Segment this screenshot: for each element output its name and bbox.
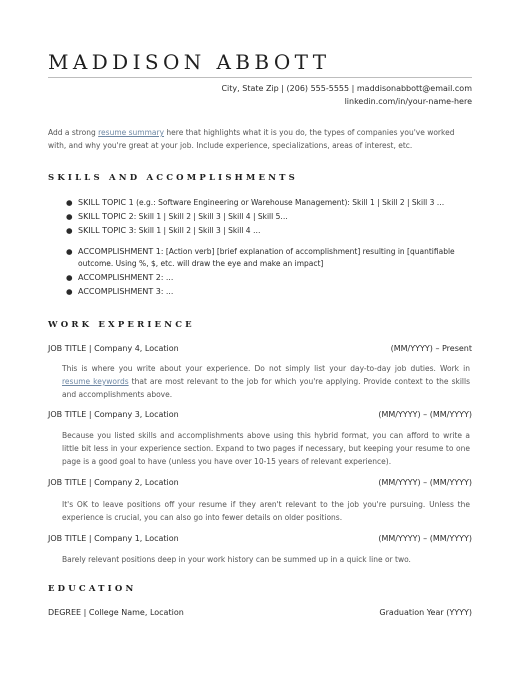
bullet-icon: ● [66,226,73,235]
graduation-year: Graduation Year (YYYY) [379,608,472,617]
job-dates: (MM/YYYY) – (MM/YYYY) [378,534,472,543]
contact-line-2: linkedin.com/in/your-name-here [344,97,472,106]
education-heading: EDUCATION [48,584,137,594]
job-header [48,478,472,487]
resume-keywords-link[interactable]: resume keywords [62,377,129,386]
skill-text: (e.g.: Software Engineering or Warehouse Management): Skill 1 | Skill 2 | Skill 3 … [133,198,445,207]
resume-summary-link[interactable]: resume summary [98,128,165,137]
skill-label: SKILL TOPIC 1 [78,198,134,207]
summary-paragraph [48,126,472,152]
accomplishment-label: ACCOMPLISHMENT 3 [78,287,161,296]
summary-text-before: Add a strong [48,128,99,137]
bullet-icon: ● [66,198,73,207]
accomplishment-label: ACCOMPLISHMENT 1 [78,247,161,256]
list-item [66,286,468,298]
job-title: JOB TITLE | Company 3, Location [48,410,179,419]
candidate-name: MADDISON ABBOTT [48,50,331,74]
header-divider [48,77,472,78]
skill-text: : Skill 1 | Skill 2 | Skill 3 | Skill 4 | Skill 5… [133,212,288,221]
list-item [66,272,468,284]
job-title: JOB TITLE | Company 2, Location [48,478,179,487]
skill-label: SKILL TOPIC 3 [78,226,134,235]
job-desc-before: This is where you write about your experience. Do not simply list your day-to-day job duties. Work in [62,364,470,373]
bullet-icon: ● [66,287,73,296]
accomplishments-list [66,246,468,300]
bullet-icon: ● [66,212,73,221]
accomplishment-label: ACCOMPLISHMENT 2 [78,273,161,282]
summary-text-after: here that highlights what it is you do, the types of companies you've worked with, and why you're great at your job. Include experience, specializations, areas of interest, etc. [48,128,455,150]
list-item [66,225,468,237]
skills-heading: SKILLS AND ACCOMPLISHMENTS [48,173,299,183]
accomplishment-text: : … [160,287,174,296]
job-dates: (MM/YYYY) – Present [390,344,472,353]
list-item [66,197,468,209]
work-experience-heading: WORK EXPERIENCE [48,320,195,330]
accomplishment-text: : … [160,273,174,282]
list-item [66,211,468,223]
job-title: JOB TITLE | Company 1, Location [48,534,179,543]
degree: DEGREE | College Name, Location [48,608,184,617]
list-item [66,246,468,270]
job-desc-after: that are most relevant to the job for which you're applying. Provide context to the skills and accomplishments above. [62,377,470,399]
bullet-icon: ● [66,273,73,282]
job-description: Because you listed skills and accomplishments above using this hybrid format, you can afford to write a little bit less in your experience section. Expand to two pages if necessary, but keeping your resume to one page is a good goal to have (unless you have over 10-15 years of relevant experience). [62,431,470,466]
job-description: Barely relevant positions deep in your work history can be summed up in a quick line or two. [62,555,411,564]
contact-block [221,82,472,108]
contact-line-1: City, State Zip | (206) 555-5555 | maddisonabbott@email.com [221,84,472,93]
job-description [62,362,470,401]
education-entry [48,608,472,617]
job-dates: (MM/YYYY) – (MM/YYYY) [378,478,472,487]
accomplishment-text: : [Action verb] [brief explanation of accomplishment] resulting in [quantifiable outcome. Using %, $, etc. will draw the eye and make an impact] [78,247,455,268]
job-title: JOB TITLE | Company 4, Location [48,344,179,353]
skill-label: SKILL TOPIC 2 [78,212,134,221]
job-dates: (MM/YYYY) – (MM/YYYY) [378,410,472,419]
job-header [48,534,472,543]
skills-list [66,197,468,239]
skill-text: : Skill 1 | Skill 2 | Skill 3 | Skill 4 … [133,226,261,235]
bullet-icon: ● [66,247,73,256]
job-header [48,410,472,419]
job-header [48,344,472,353]
job-description: It's OK to leave positions off your resume if they aren't relevant to the job you're pursuing. Unless the experience is crucial, you can also go into fewer details on older positions. [62,500,470,522]
